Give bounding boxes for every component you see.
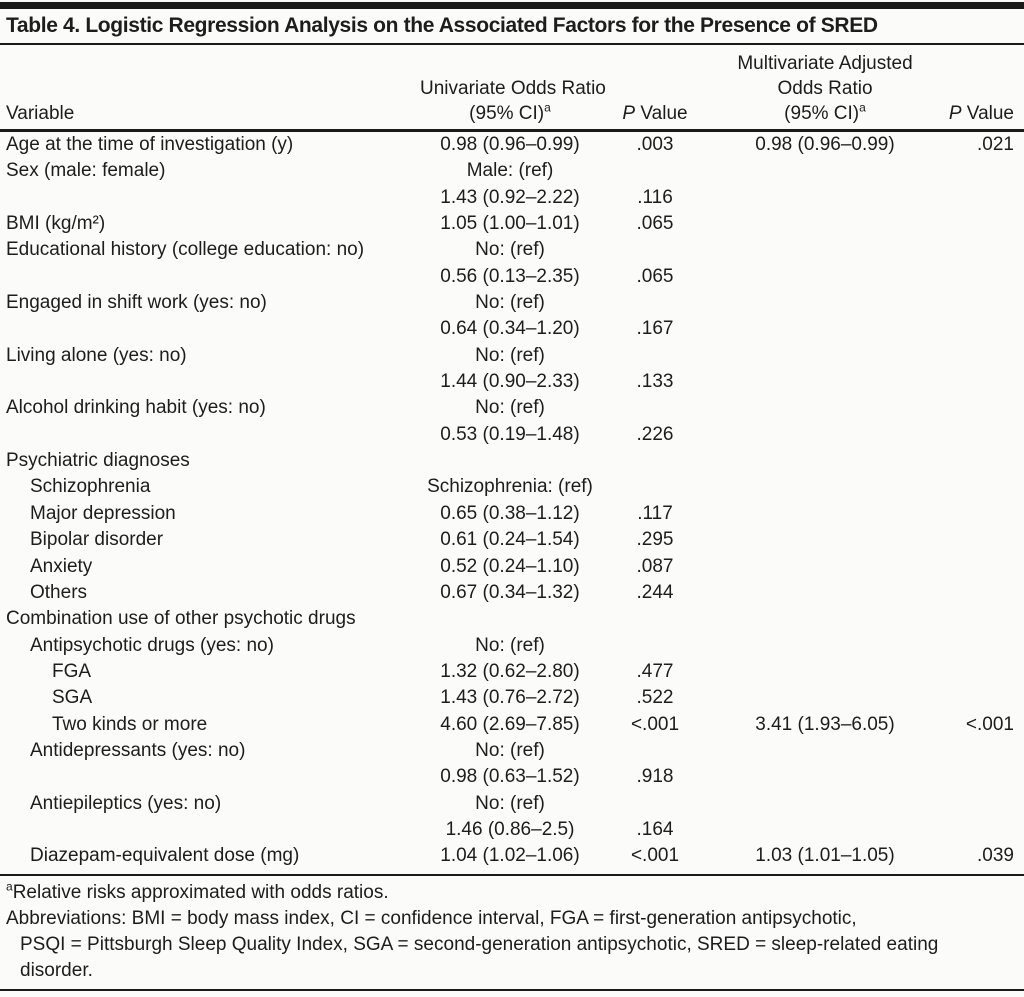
univariate-or-cell: 0.98 (0.63–1.52) <box>440 766 580 788</box>
variable-cell: Living alone (yes: no) <box>6 344 187 366</box>
p-value-2-cell <box>940 817 1024 843</box>
p-value-2-header-label: P Value <box>948 103 1014 124</box>
footnote-text: Relative risks approximated with odds ratios. <box>12 881 389 903</box>
univariate-or-cell: 1.43 (0.76–2.72) <box>440 687 580 709</box>
univariate-or-cell: No: (ref) <box>475 739 545 761</box>
variable-cell: Educational history (college education: no) <box>6 239 365 261</box>
multivariate-or-cell <box>710 659 940 685</box>
p-value-1-cell: .117 <box>637 502 673 524</box>
p-value-1-cell: .133 <box>636 371 674 393</box>
univariate-or-cell: 0.53 (0.19–1.48) <box>440 423 580 445</box>
p-value-2-cell <box>940 764 1024 790</box>
univariate-or-cell: No: (ref) <box>475 792 545 814</box>
multivariate-or-cell <box>710 395 940 421</box>
p-value-2-cell <box>940 659 1024 685</box>
p-value-2-cell <box>940 264 1024 290</box>
table-row <box>0 764 1024 790</box>
p-value-1-cell <box>600 606 710 632</box>
p-value-1-cell: .167 <box>636 318 674 340</box>
footnote-text: disorder. <box>20 959 93 981</box>
univariate-or-cell: 0.61 (0.24–1.54) <box>440 529 580 551</box>
multivariate-ci-superscript: a <box>859 100 866 115</box>
univariate-or-cell: 1.32 (0.62–2.80) <box>440 660 580 682</box>
p-value-1-cell: <.001 <box>630 713 680 735</box>
column-header-multivariate-or <box>710 45 940 131</box>
variable-cell <box>0 422 420 448</box>
table-row <box>0 659 1024 685</box>
table-row <box>0 290 1024 316</box>
p-value-1-cell <box>600 633 710 659</box>
table-row <box>0 474 1024 500</box>
table-row <box>0 527 1024 553</box>
p-value-2-cell <box>940 685 1024 711</box>
p-value-1-cell: .522 <box>636 687 674 709</box>
multivariate-or-cell <box>710 369 940 395</box>
table-title: Table 4. Logistic Regression Analysis on the Associated Factors for the Presence of SRED <box>6 14 878 37</box>
p-value-2-cell: .039 <box>977 845 1014 867</box>
p-value-2-cell <box>940 158 1024 184</box>
multivariate-or-cell <box>710 237 940 263</box>
table-row <box>0 791 1024 817</box>
multivariate-or-cell <box>710 817 940 843</box>
multivariate-or-cell <box>710 606 940 632</box>
table-row <box>0 369 1024 395</box>
multivariate-or-cell: 1.03 (1.01–1.05) <box>755 845 895 867</box>
p-value-2-cell <box>940 290 1024 316</box>
p-value-2-cell <box>940 554 1024 580</box>
multivariate-or-cell <box>710 791 940 817</box>
footnote-line <box>6 932 1018 958</box>
p-value-1-cell <box>600 448 710 474</box>
multivariate-or-cell <box>710 422 940 448</box>
header-row <box>0 45 1024 131</box>
variable-cell: Combination use of other psychotic drugs <box>6 608 356 630</box>
p-value-1-cell: .065 <box>636 265 674 287</box>
column-header-p-value-2 <box>940 45 1024 131</box>
p-value-1-cell: .477 <box>636 660 674 682</box>
table-row <box>0 422 1024 448</box>
multivariate-or-cell <box>710 738 940 764</box>
multivariate-or-cell: 3.41 (1.93–6.05) <box>755 713 895 735</box>
footnote-text: PSQI = Pittsburgh Sleep Quality Index, SGA = second-generation antipsychotic, SRED = sleep-related eating <box>20 933 939 955</box>
p-value-2-cell <box>940 343 1024 369</box>
table-row <box>0 343 1024 369</box>
multivariate-or-cell <box>710 764 940 790</box>
table-row <box>0 185 1024 211</box>
univariate-or-cell: No: (ref) <box>475 634 545 656</box>
p-value-2-cell <box>940 316 1024 342</box>
p-value-2-cell <box>940 606 1024 632</box>
variable-cell: Engaged in shift work (yes: no) <box>6 292 267 314</box>
multivariate-or-cell <box>710 580 940 606</box>
univariate-or-cell: No: (ref) <box>475 397 545 419</box>
variable-cell <box>0 185 420 211</box>
p-value-2-cell <box>940 211 1024 237</box>
multivariate-or-cell <box>710 685 940 711</box>
p-value-2-cell <box>940 580 1024 606</box>
table-row <box>0 237 1024 263</box>
p-value-1-header-label: P Value <box>622 103 688 124</box>
table-row <box>0 580 1024 606</box>
multivariate-or-cell: 0.98 (0.96–0.99) <box>755 134 895 155</box>
multivariate-or-cell <box>710 633 940 659</box>
table-footnotes <box>0 876 1024 988</box>
table-row <box>0 843 1024 869</box>
multivariate-or-cell <box>710 185 940 211</box>
p-value-1-cell <box>600 395 710 421</box>
univariate-ci-superscript: a <box>544 100 551 115</box>
p-value-2-cell <box>940 527 1024 553</box>
variable-cell <box>0 764 420 790</box>
p-value-2-cell: <.001 <box>965 713 1014 735</box>
univariate-or-cell <box>420 448 600 474</box>
p-value-2-cell <box>940 474 1024 500</box>
p-value-2-cell <box>940 395 1024 421</box>
column-header-p-value-1 <box>600 45 710 131</box>
univariate-or-cell: 4.60 (2.69–7.85) <box>440 713 580 735</box>
univariate-or-cell: 0.64 (0.34–1.20) <box>440 318 580 340</box>
journal-table-page <box>0 2 1024 991</box>
p-value-2-cell <box>940 791 1024 817</box>
variable-cell <box>0 264 420 290</box>
table-body <box>0 131 1024 870</box>
univariate-or-cell: 0.98 (0.96–0.99) <box>440 134 580 155</box>
univariate-or-cell: 0.52 (0.24–1.10) <box>440 555 580 577</box>
table-row <box>0 264 1024 290</box>
univariate-or-cell: Schizophrenia: (ref) <box>427 476 593 498</box>
variable-cell: Anxiety <box>30 555 93 577</box>
variable-cell: Sex (male: female) <box>6 160 166 182</box>
variable-cell: Major depression <box>30 502 176 524</box>
univariate-or-cell: 1.05 (1.00–1.01) <box>440 213 580 235</box>
variable-cell: Antidepressants (yes: no) <box>30 739 246 761</box>
p-value-1-cell: .244 <box>636 581 674 603</box>
univariate-or-cell: No: (ref) <box>475 344 545 366</box>
variable-cell: Antipsychotic drugs (yes: no) <box>30 634 274 656</box>
variable-cell: Diazepam-equivalent dose (mg) <box>30 845 300 867</box>
univariate-or-cell: 0.67 (0.34–1.32) <box>440 581 580 603</box>
table-top-rule <box>0 2 1024 9</box>
p-value-2-cell: .021 <box>977 134 1014 155</box>
p-value-1-cell <box>600 474 710 500</box>
multivariate-ci-label: (95% CI) <box>784 103 860 124</box>
logistic-regression-table <box>0 45 1024 870</box>
table-row <box>0 685 1024 711</box>
variable-cell <box>0 817 420 843</box>
univariate-or-cell: 1.43 (0.92–2.22) <box>440 186 580 208</box>
table-row <box>0 316 1024 342</box>
p-value-1-cell: .164 <box>636 818 674 840</box>
multivariate-or-cell <box>710 316 940 342</box>
variable-cell <box>0 316 420 342</box>
variable-cell: Alcohol drinking habit (yes: no) <box>6 397 266 419</box>
table-row <box>0 712 1024 738</box>
table-row <box>0 448 1024 474</box>
multivariate-or-cell <box>710 527 940 553</box>
p-value-1-cell <box>600 237 710 263</box>
multivariate-or-cell <box>710 501 940 527</box>
univariate-or-cell: 1.44 (0.90–2.33) <box>440 371 580 393</box>
p-value-2-cell <box>940 422 1024 448</box>
variable-cell: Schizophrenia <box>30 476 151 498</box>
p-value-2-cell <box>940 237 1024 263</box>
multivariate-or-cell <box>710 211 940 237</box>
multivariate-header-line2: Odds Ratio <box>777 78 873 99</box>
p-value-1-cell <box>600 738 710 764</box>
table-row <box>0 606 1024 632</box>
p-value-2-cell <box>940 633 1024 659</box>
multivariate-or-cell <box>710 343 940 369</box>
p-value-1-cell: <.001 <box>630 845 680 867</box>
p-value-1-cell <box>600 343 710 369</box>
variable-cell: Psychiatric diagnoses <box>6 450 190 472</box>
variable-header-label: Variable <box>6 103 75 124</box>
p-value-2-cell <box>940 448 1024 474</box>
p-value-1-cell: .087 <box>636 555 674 577</box>
multivariate-or-cell <box>710 158 940 184</box>
p-value-1-cell: .003 <box>636 134 674 155</box>
variable-cell: SGA <box>52 687 93 709</box>
table-row <box>0 158 1024 184</box>
table-row <box>0 554 1024 580</box>
p-value-1-cell: .918 <box>636 766 674 788</box>
table-row <box>0 395 1024 421</box>
p-value-1-cell <box>600 158 710 184</box>
p-value-2-cell <box>940 738 1024 764</box>
multivariate-or-cell <box>710 264 940 290</box>
table-row <box>0 131 1024 159</box>
table-row <box>0 738 1024 764</box>
p-value-1-cell: .116 <box>637 186 673 208</box>
variable-cell: FGA <box>52 660 92 682</box>
univariate-ci-label: (95% CI) <box>469 103 545 124</box>
p-value-2-cell <box>940 185 1024 211</box>
multivariate-header-line1: Multivariate Adjusted <box>737 53 913 74</box>
column-header-variable <box>0 45 420 131</box>
footnote-line <box>6 958 1018 984</box>
variable-cell <box>0 369 420 395</box>
univariate-or-cell: No: (ref) <box>475 292 545 314</box>
univariate-header-line1: Univariate Odds Ratio <box>420 78 606 99</box>
variable-cell: Two kinds or more <box>52 713 208 735</box>
variable-cell: Age at the time of investigation (y) <box>6 134 294 155</box>
univariate-or-cell: 0.65 (0.38–1.12) <box>440 502 580 524</box>
univariate-header-line2 <box>420 101 600 126</box>
table-bottom-rule <box>0 989 1024 991</box>
footnote-line <box>6 906 1018 932</box>
p-value-1-cell: .295 <box>636 529 674 551</box>
variable-cell: Bipolar disorder <box>30 529 164 551</box>
p-value-1-cell: .065 <box>636 213 674 235</box>
multivariate-or-cell <box>710 448 940 474</box>
univariate-or-cell: 1.46 (0.86–2.5) <box>445 818 575 840</box>
table-row <box>0 817 1024 843</box>
variable-cell: Others <box>30 581 88 603</box>
univariate-or-cell: 0.56 (0.13–2.35) <box>440 265 580 287</box>
univariate-or-cell <box>420 606 600 632</box>
table-row <box>0 501 1024 527</box>
footnote-text: Abbreviations: BMI = body mass index, CI = confidence interval, FGA = first-generation antipsychotic, <box>6 907 857 929</box>
p-value-1-cell: .226 <box>636 423 674 445</box>
p-value-2-cell <box>940 369 1024 395</box>
p-value-2-cell <box>940 501 1024 527</box>
multivariate-or-cell <box>710 474 940 500</box>
table-row <box>0 211 1024 237</box>
univariate-or-cell: 1.04 (1.02–1.06) <box>440 845 580 867</box>
multivariate-or-cell <box>710 290 940 316</box>
column-header-univariate-or <box>420 45 606 131</box>
variable-cell: Antiepileptics (yes: no) <box>30 792 222 814</box>
p-value-1-cell <box>600 290 710 316</box>
table-header <box>0 45 1024 131</box>
footnote-superscript: a <box>6 879 13 894</box>
univariate-or-cell: Male: (ref) <box>466 160 554 182</box>
multivariate-header-line3 <box>710 101 940 126</box>
table-row <box>0 633 1024 659</box>
univariate-or-cell: No: (ref) <box>475 239 545 261</box>
multivariate-or-cell <box>710 554 940 580</box>
footnote-line <box>6 880 1018 906</box>
variable-cell: BMI (kg/m²) <box>6 213 106 235</box>
p-value-1-cell <box>600 791 710 817</box>
